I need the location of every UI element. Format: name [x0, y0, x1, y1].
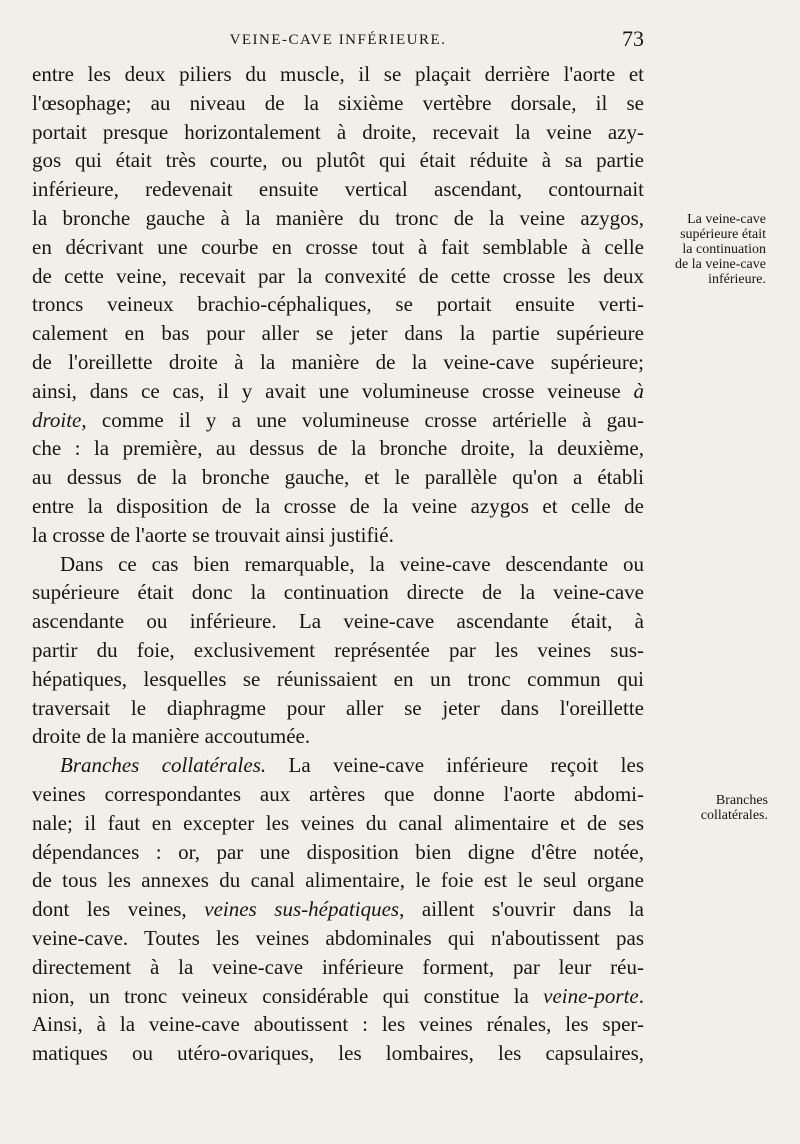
- margin-note: La veine-cave supérieure était la continuation de la veine-cave inférieure.: [675, 212, 766, 287]
- text-line: dont les veines, veines sus-hépatiques, aillent s'ouvrir dans la: [32, 897, 645, 922]
- text-line: inférieure, redevenait ensuite vertical ascendant, contournait: [32, 177, 644, 202]
- text-line: Dans ce cas bien remarquable, la veine-cave descendante ou: [60, 551, 644, 576]
- text-line: hépatiques, lesquelles se réunissaient en un tronc commun qui: [32, 666, 644, 691]
- text-line: de cette veine, recevait par la convexité de cette crosse les deux: [32, 263, 644, 288]
- text-line: droite, comme il y a une volumineuse crosse artérielle à gau-: [32, 407, 644, 432]
- text-line: supérieure était donc la continuation directe de la veine-cave: [32, 580, 644, 605]
- text-line: calement en bas pour aller se jeter dans la partie supérieure: [32, 321, 644, 346]
- text-line: de tous les annexes du canal alimentaire, le foie est le seul organe: [32, 868, 644, 893]
- paragraph-3: [32, 751, 644, 1068]
- text-line: nion, un tronc veineux considérable qui constitue la veine-porte.: [32, 983, 644, 1008]
- text-line: matiques ou utéro-ovariques, les lombaires, les capsulaires,: [32, 1041, 644, 1066]
- text-line: portait presque horizontalement à droite, recevait la veine azy-: [32, 119, 644, 144]
- text-line: entre les deux piliers du muscle, il se plaçait derrière l'aorte et: [32, 62, 644, 86]
- text-line: Ainsi, à la veine-cave aboutissent : les veines rénales, les sper-: [32, 1012, 644, 1037]
- italic-term: droite: [32, 407, 82, 432]
- page-header: [32, 26, 644, 54]
- body-text: [32, 60, 644, 1068]
- text-line: de l'oreillette droite à la manière de la veine-cave supérieure;: [32, 349, 644, 374]
- text-line: traversait le diaphragme pour aller se jeter dans l'oreillette: [32, 695, 644, 720]
- text-line: Branches collatérales. La veine-cave inférieure reçoit les: [60, 753, 644, 778]
- margin-note: Branches collatérales.: [700, 793, 768, 823]
- text-line: directement à la veine-cave inférieure forment, par leur réu-: [32, 954, 644, 979]
- text-line: troncs veineux brachio-céphaliques, se portait ensuite verti-: [32, 292, 644, 317]
- text-line: l'œsophage; au niveau de la sixième vertèbre dorsale, il se: [32, 90, 644, 115]
- text-line: gos qui était très courte, ou plutôt qui était réduite à sa partie: [32, 148, 644, 173]
- text-line: entre la disposition de la crosse de la veine azygos et celle de: [32, 493, 644, 518]
- text-line: ascendante ou inférieure. La veine-cave ascendante était, à: [32, 609, 644, 634]
- text-line: veine-cave. Toutes les veines abdominales qui n'aboutissent pas: [32, 925, 644, 950]
- page-number: 73: [622, 26, 644, 51]
- text-line: dépendances : or, par une disposition bien digne d'être notée,: [32, 839, 644, 864]
- section-heading: Branches collatérales.: [60, 753, 267, 778]
- text-line: ainsi, dans ce cas, il y avait une volumineuse crosse veineuse à: [32, 378, 644, 403]
- paragraph-1: [32, 60, 644, 550]
- text-line: en décrivant une courbe en crosse tout à fait semblable à celle: [32, 234, 644, 259]
- text-line: au dessus de la bronche gauche, et le parallèle qu'on a établi: [32, 465, 644, 490]
- italic-term: à: [633, 378, 644, 403]
- text-line: la bronche gauche à la manière du tronc de la veine azygos,: [32, 205, 644, 230]
- paragraph-2: [32, 550, 644, 752]
- text-line: che : la première, au dessus de la bronche droite, la deuxième,: [32, 436, 644, 461]
- italic-term: veine-porte: [543, 983, 639, 1008]
- text-line: partir du foie, exclusivement représentée par les veines sus-: [32, 637, 644, 662]
- text-line: la crosse de l'aorte se trouvait ainsi justifié.: [32, 522, 394, 547]
- text-line: droite de la manière accoutumée.: [32, 724, 311, 749]
- italic-term: veines sus-hépatiques: [204, 897, 400, 922]
- running-title: VEINE-CAVE INFÉRIEURE.: [229, 32, 447, 48]
- text-line: veines correspondantes aux artères que donne l'aorte abdomi-: [32, 781, 644, 806]
- text-line: nale; il faut en excepter les veines du canal alimentaire et de ses: [32, 810, 644, 835]
